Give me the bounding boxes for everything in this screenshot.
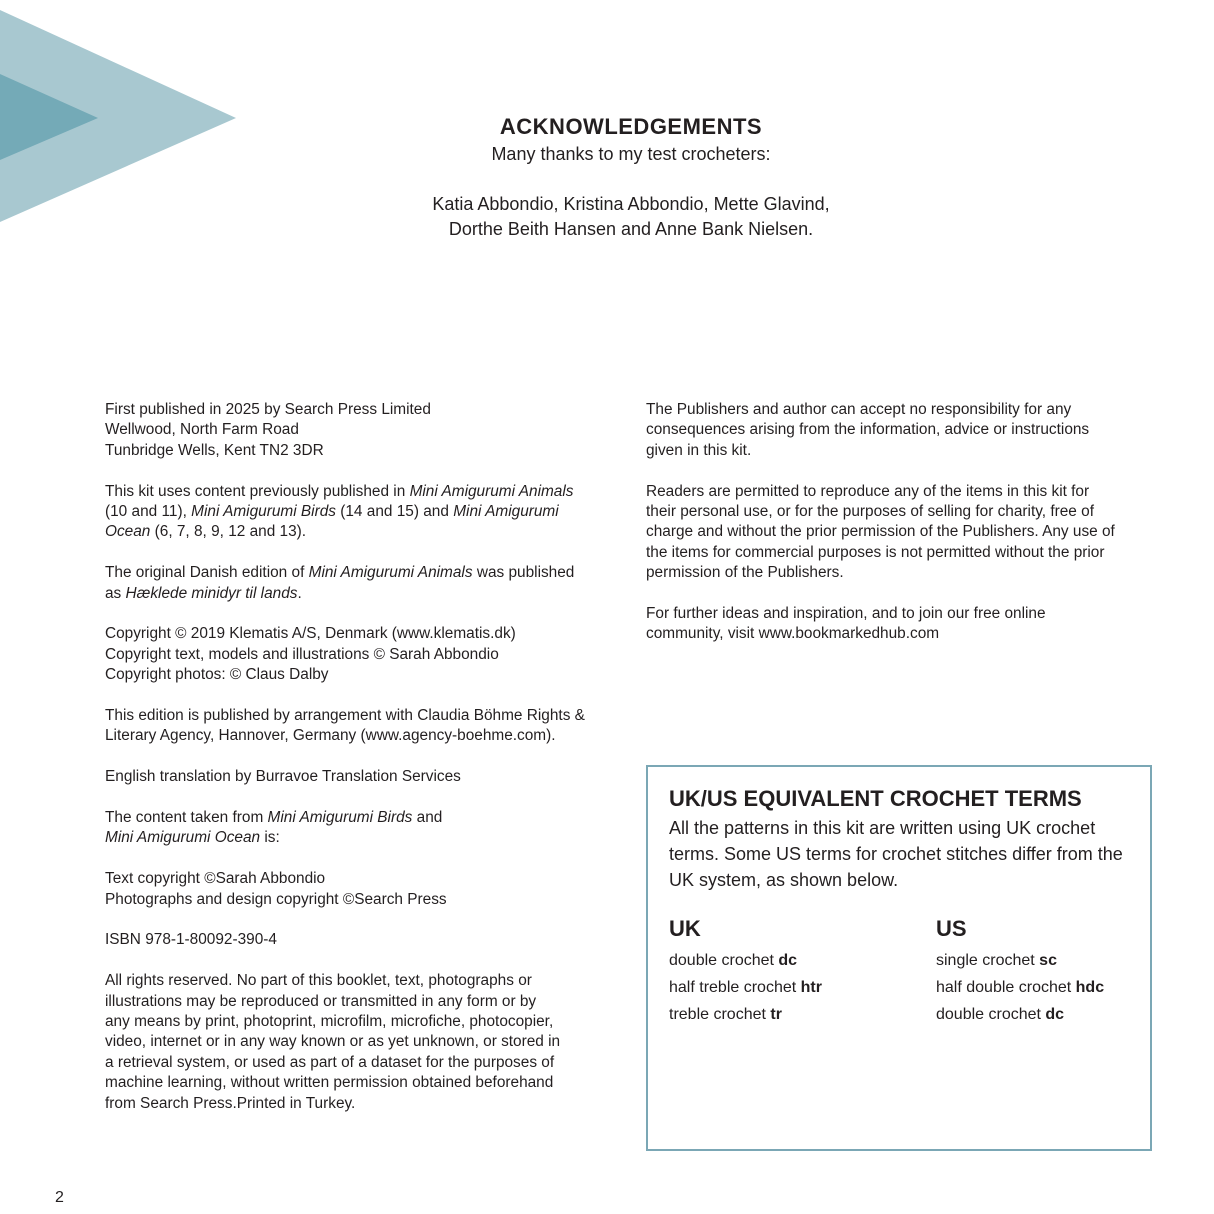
content-taken-line: The content taken from Mini Amigurumi Birds and	[105, 809, 443, 827]
text-copyright-line: Text copyright ©Sarah Abbondio	[105, 870, 326, 888]
copyright-line: Copyright text, models and illustrations © Sarah Abbondio	[105, 645, 499, 663]
rights-line: any means by print, photoprint, microfilm, microfiche, photocopier,	[105, 1013, 554, 1031]
responsibility-paragraph	[646, 400, 1156, 461]
us-term-row: single crochet sc	[936, 952, 1057, 969]
acknowledgements-names-line-2: Dorthe Beith Hansen and Anne Bank Nielsen.	[448, 219, 814, 239]
acknowledgements-section	[0, 112, 1214, 242]
rights-line: illustrations may be reproduced or transmitted in any form or by	[105, 992, 537, 1010]
rights-line: machine learning, without written permission obtained beforehand	[105, 1074, 554, 1092]
danish-edition-line: as Hæklede minidyr til lands.	[105, 584, 302, 602]
crochet-terms-box	[646, 765, 1152, 1151]
arrangement-paragraph	[105, 706, 615, 747]
us-heading: US	[936, 916, 967, 941]
page-number: 2	[55, 1189, 64, 1206]
right-column	[646, 400, 1156, 665]
further-ideas-line: For further ideas and inspiration, and to join our free online	[646, 605, 1046, 623]
terms-intro-line: All the patterns in this kit are written using UK crochet	[669, 818, 1096, 838]
publisher-paragraph	[105, 400, 615, 461]
arrangement-line: This edition is published by arrangement with Claudia Böhme Rights &	[105, 707, 585, 725]
arrangement-line: Literary Agency, Hannover, Germany (www.agency-boehme.com).	[105, 727, 556, 745]
further-ideas-line: community, visit www.bookmarkedhub.com	[646, 625, 940, 643]
us-terms-column	[936, 915, 1104, 1028]
permission-line: Readers are permitted to reproduce any of the items in this kit for	[646, 482, 1090, 500]
responsibility-line: The Publishers and author can accept no responsibility for any	[646, 401, 1072, 418]
crochet-terms-title: UK/US EQUIVALENT CROCHET TERMS	[669, 786, 1082, 811]
translation-line: English translation by Burravoe Translation Services	[105, 768, 461, 786]
permission-line: charge and without the prior permission of the Publishers. Any use of	[646, 523, 1115, 541]
isbn-paragraph	[105, 930, 615, 950]
responsibility-line: consequences arising from the information, advice or instructions	[646, 421, 1090, 439]
copyright-line: Copyright © 2019 Klematis A/S, Denmark (www.klematis.dk)	[105, 625, 516, 643]
uk-heading: UK	[669, 916, 701, 941]
isbn-line: ISBN 978-1-80092-390-4	[105, 931, 277, 949]
content-taken-line: Mini Amigurumi Ocean is:	[105, 829, 280, 847]
uk-term-row: treble crochet tr	[669, 1006, 782, 1023]
content-note-line: This kit uses content previously published in Mini Amigurumi Animals	[105, 482, 574, 500]
text-copyright-line: Photographs and design copyright ©Search Press	[105, 890, 447, 908]
copyright-paragraph	[105, 624, 615, 685]
rights-line: video, internet or in any way known or as yet unknown, or stored in	[105, 1033, 561, 1051]
us-term-row: double crochet dc	[936, 1006, 1065, 1023]
acknowledgements-names-line-1: Katia Abbondio, Kristina Abbondio, Mette Glavind,	[432, 194, 830, 214]
us-term-row: half double crochet hdc	[936, 979, 1105, 996]
content-note-paragraph	[105, 482, 615, 543]
rights-line: from Search Press.Printed in Turkey.	[105, 1094, 356, 1112]
responsibility-line: given in this kit.	[646, 441, 752, 459]
rights-line: All rights reserved. No part of this booklet, text, photographs or	[105, 972, 532, 990]
terms-intro-line: terms. Some US terms for crochet stitches differ from the	[669, 844, 1123, 864]
danish-edition-line: The original Danish edition of Mini Amigurumi Animals was published	[105, 564, 575, 582]
further-ideas-paragraph	[646, 604, 1156, 645]
rights-line: a retrieval system, or used as part of a dataset for the purposes of	[105, 1053, 555, 1071]
permission-line: the items for commercial purposes is not permitted without the prior	[646, 543, 1105, 561]
rights-paragraph	[105, 971, 615, 1114]
terms-intro-line: UK system, as shown below.	[669, 870, 899, 890]
uk-terms-column	[669, 915, 822, 1028]
publisher-line: Wellwood, North Farm Road	[105, 421, 299, 439]
permission-paragraph	[646, 482, 1156, 584]
content-note-line: (10 and 11), Mini Amigurumi Birds (14 and 15) and Mini Amigurumi	[105, 503, 559, 521]
publisher-line: First published in 2025 by Search Press Limited	[105, 401, 431, 418]
publisher-line: Tunbridge Wells, Kent TN2 3DR	[105, 441, 324, 459]
translation-paragraph	[105, 767, 615, 787]
acknowledgements-intro: Many thanks to my test crocheters:	[491, 144, 771, 164]
text-copyright-paragraph	[105, 869, 615, 910]
content-taken-paragraph	[105, 808, 615, 849]
crochet-terms-intro	[669, 815, 1139, 893]
danish-edition-paragraph	[105, 563, 615, 604]
permission-line: permission of the Publishers.	[646, 564, 844, 582]
content-note-line: Ocean (6, 7, 8, 9, 12 and 13).	[105, 523, 307, 541]
copyright-line: Copyright photos: © Claus Dalby	[105, 666, 329, 684]
uk-term-row: half treble crochet htr	[669, 979, 822, 996]
acknowledgements-title: ACKNOWLEDGEMENTS	[499, 114, 763, 139]
left-column	[105, 400, 615, 1134]
uk-term-row: double crochet dc	[669, 952, 798, 969]
permission-line: their personal use, or for the purposes of selling for charity, free of	[646, 503, 1094, 521]
